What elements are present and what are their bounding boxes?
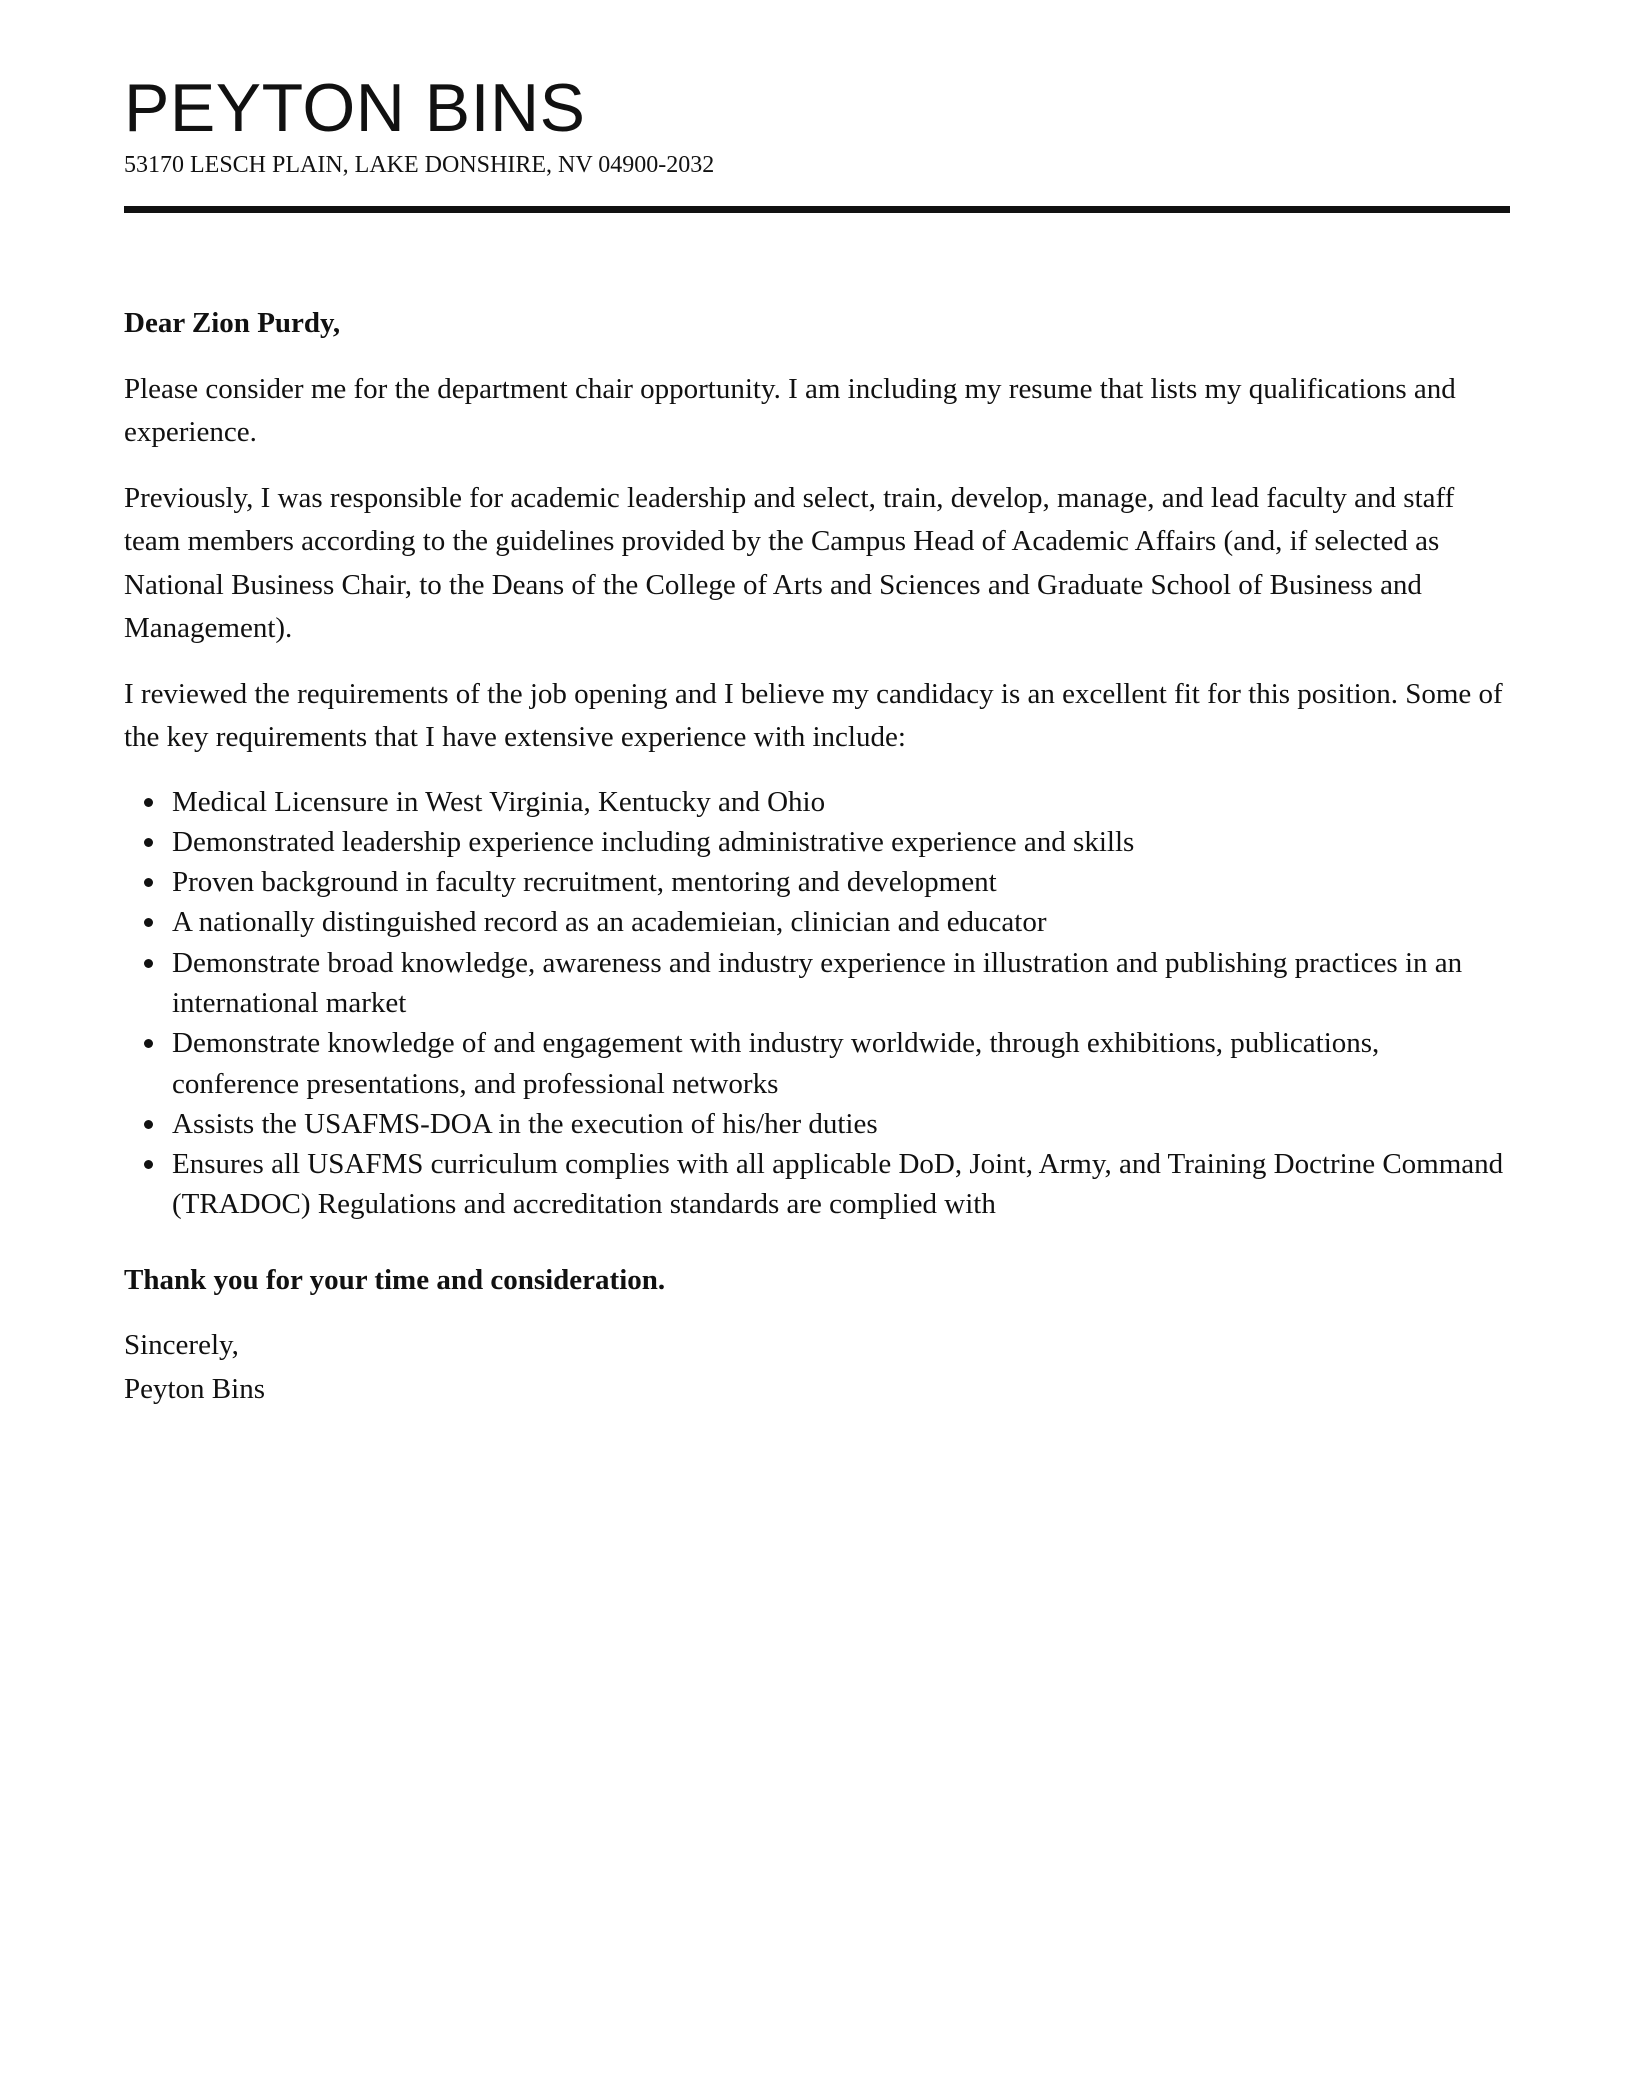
list-item — [124, 1144, 1510, 1225]
paragraph-intro: Please consider me for the department chair opportunity. I am including my resume that lists my qualifications and experience. — [124, 372, 1456, 448]
requirements-list — [124, 782, 1510, 1225]
list-item — [124, 822, 1510, 862]
list-item-text: Demonstrated leadership experience including administrative experience and skills — [172, 825, 1135, 858]
signature: Peyton Bins — [124, 1372, 265, 1405]
list-item — [124, 1023, 1510, 1104]
list-item-text: Assists the USAFMS-DOA in the execution of his/her duties — [172, 1107, 878, 1140]
list-item-text: Demonstrate knowledge of and engagement with industry worldwide, through exhibitions, publications, conference presentations, and professional networks — [172, 1027, 1380, 1100]
letter-body — [124, 302, 1510, 1411]
header-divider — [124, 206, 1510, 213]
list-item — [124, 862, 1510, 902]
paragraph-requirements: I reviewed the requirements of the job opening and I believe my candidacy is an excellent fit for this position. Some of the key requirements that I have extensive experience with include: — [124, 677, 1503, 753]
list-item-text: Ensures all USAFMS curriculum complies with all applicable DoD, Joint, Army, and Training Doctrine Command (TRADOC) Regulations and accreditation standards are complied with — [172, 1148, 1504, 1221]
bullet-icon — [144, 1160, 153, 1169]
closing-statement: Thank you for your time and consideration. — [124, 1263, 666, 1296]
list-item — [124, 1104, 1510, 1144]
list-item-text: Medical Licensure in West Virginia, Kentucky and Ohio — [172, 785, 826, 818]
bullet-icon — [144, 959, 153, 968]
list-item — [124, 782, 1510, 822]
bullet-icon — [144, 878, 153, 887]
bullet-icon — [144, 838, 153, 847]
list-item-text: A nationally distinguished record as an academieian, clinician and educator — [172, 906, 1047, 939]
bullet-icon — [144, 1039, 153, 1048]
greeting: Dear Zion Purdy, — [124, 307, 341, 339]
applicant-address: 53170 LESCH PLAIN, LAKE DONSHIRE, NV 04900-2032 — [124, 152, 715, 178]
bullet-icon — [144, 918, 153, 927]
sign-off: Sincerely, — [124, 1329, 239, 1362]
list-item — [124, 902, 1510, 942]
list-item-text: Demonstrate broad knowledge, awareness and industry experience in illustration and publishing practices in an international market — [172, 946, 1463, 1019]
list-item — [124, 943, 1510, 1024]
applicant-name: PEYTON BINS — [124, 70, 586, 146]
paragraph-experience: Previously, I was responsible for academic leadership and select, train, develop, manage, and lead faculty and staff team members according to the guidelines provided by the Campus Head of Academic Affairs (and, if selected as National Business Chair, to the Deans of the College of Arts and Sciences and Graduate School of Business and Management). — [124, 481, 1455, 644]
bullet-icon — [144, 798, 153, 807]
bullet-icon — [144, 1120, 153, 1129]
list-item-text: Proven background in faculty recruitment, mentoring and development — [172, 866, 997, 899]
